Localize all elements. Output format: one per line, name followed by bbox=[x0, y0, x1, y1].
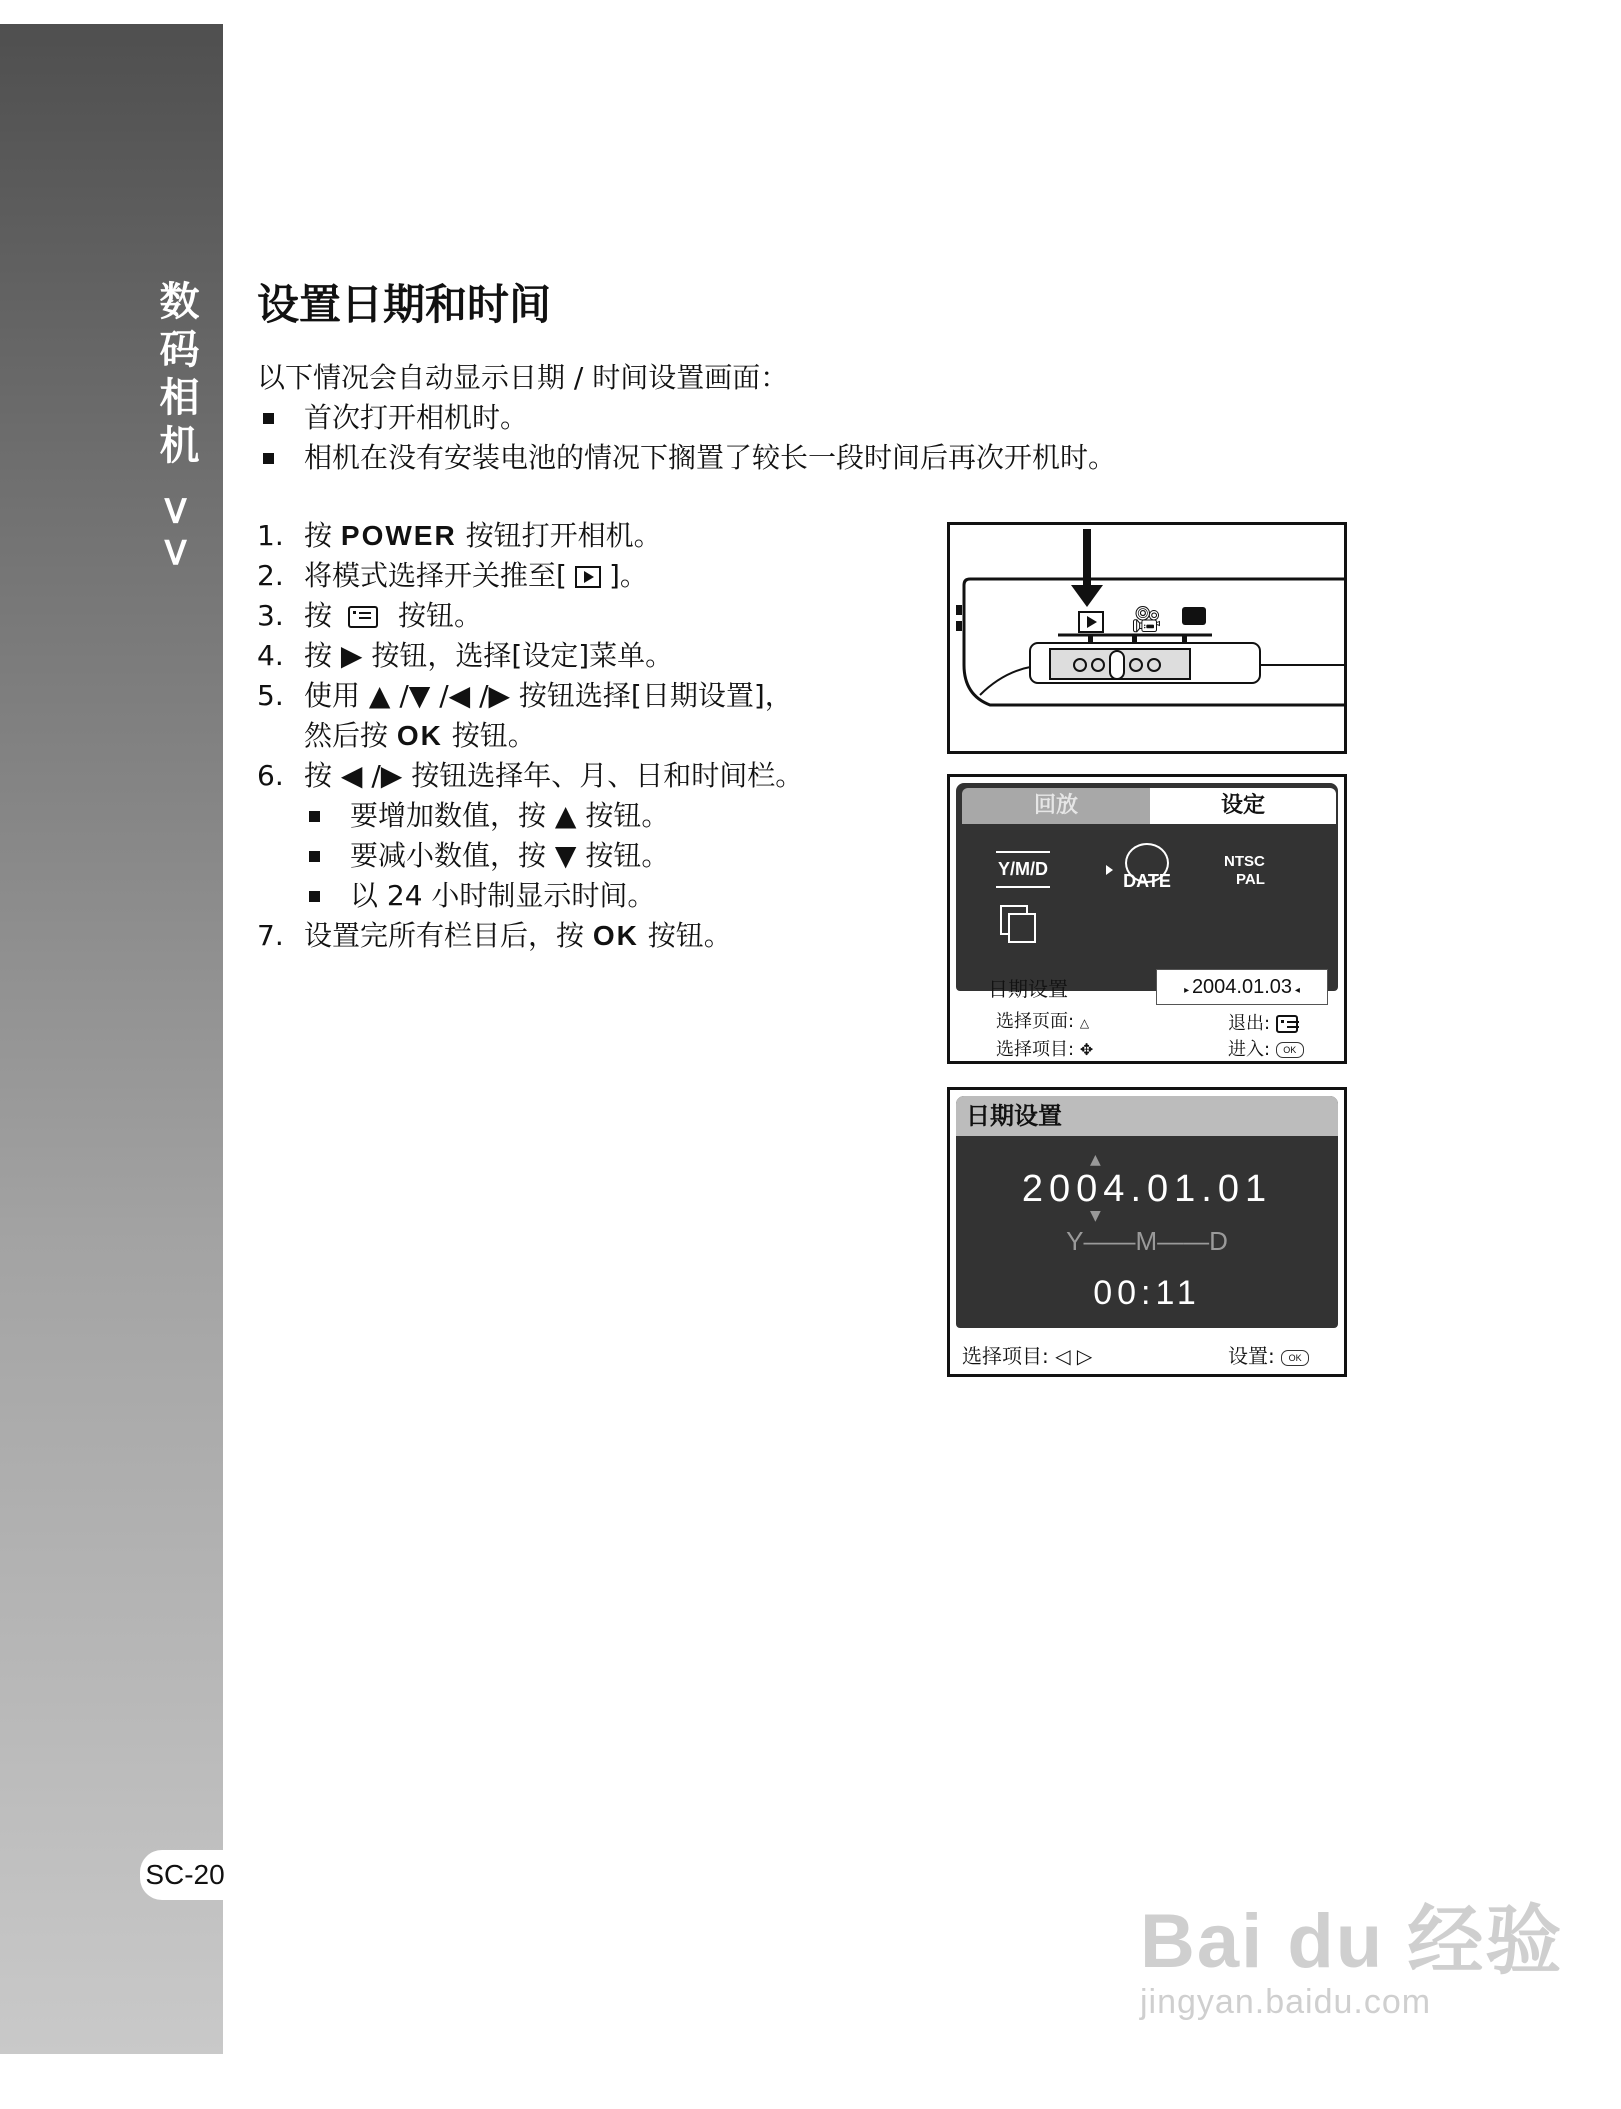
playback-mode-icon bbox=[1078, 611, 1104, 633]
date-clock-icon: DATE bbox=[1122, 843, 1172, 892]
bullet-square-icon bbox=[309, 811, 320, 822]
select-item-hint: 选择项目: ◁ ▷ bbox=[962, 1344, 1093, 1368]
step-6-subitem: 要增加数值，按 ▲ 按钮。 bbox=[304, 796, 897, 836]
video-out-icon: NTSC PAL bbox=[1224, 853, 1265, 888]
camera-body-drawing bbox=[950, 525, 1344, 751]
select-item-hint: 选择项目: ✥ bbox=[996, 1039, 1094, 1060]
step-6: 6. 按 ◀ /▶ 按钮选择年、月、日和时间栏。 要增加数值，按 ▲ 按钮。 要减小数值，按 ▼ 按钮。 以 24 小时制显示时间。 bbox=[257, 756, 897, 916]
date-screen-header: 日期设置 bbox=[956, 1096, 1338, 1136]
four-way-icon: ✥ bbox=[1079, 1040, 1094, 1059]
date-setting-label: 日期设置 bbox=[988, 977, 1068, 1001]
date-setting-screen bbox=[947, 1087, 1347, 1377]
step-list bbox=[257, 516, 897, 956]
up-triangle-icon: △ bbox=[1079, 1016, 1090, 1030]
setup-menu-screen bbox=[947, 774, 1347, 1064]
watermark-brand: Bai du 经验 bbox=[1140, 1899, 1564, 1984]
step-5: 5. 使用 ▲ /▼ /◀ /▶ 按钮选择[日期设置]， 然后按 OK 按钮。 bbox=[257, 679, 793, 752]
menu-button-icon bbox=[348, 606, 378, 628]
arrow-down-icon bbox=[1083, 529, 1091, 591]
copy-to-card-icon-back bbox=[1008, 913, 1036, 943]
intro-text: 以下情况会自动显示日期 / 时间设置画面： bbox=[257, 361, 789, 394]
ymd-labels: Y——M——D bbox=[1066, 1226, 1228, 1256]
down-arrow-icon: ▼ bbox=[1090, 1208, 1101, 1224]
menu-panel bbox=[956, 783, 1338, 991]
mode-switch-illustration bbox=[947, 522, 1347, 754]
time-value: 00:11 bbox=[1093, 1274, 1201, 1312]
condition-list bbox=[257, 398, 1116, 478]
date-value: 2004.01.01 bbox=[1021, 1168, 1273, 1210]
baidu-watermark bbox=[1140, 1880, 1563, 2022]
playback-mode-icon bbox=[575, 566, 601, 588]
menu-button-icon bbox=[1276, 1015, 1298, 1033]
step-3: 3. 按 按钮。 bbox=[257, 599, 483, 632]
tab-setup: 设定 bbox=[1150, 788, 1336, 824]
up-arrow-icon: ▲ bbox=[1090, 1152, 1101, 1168]
movie-mode-icon: 🎥︎ bbox=[1130, 605, 1164, 635]
bullet-square-icon bbox=[263, 413, 274, 424]
watermark-url: jingyan.baidu.com bbox=[1140, 1983, 1432, 2021]
date-panel bbox=[956, 1096, 1338, 1328]
step-6-subitem: 要减小数值，按 ▼ 按钮。 bbox=[304, 836, 897, 876]
step-2: 2. 将模式选择开关推至[ ]。 bbox=[257, 559, 648, 592]
camera-mode-icon bbox=[1182, 607, 1206, 625]
page-title: 设置日期和时间 bbox=[257, 280, 552, 329]
bullet-square-icon bbox=[309, 891, 320, 902]
date-format-icon: Y/M/D bbox=[996, 851, 1050, 888]
list-item: 首次打开相机时。 bbox=[257, 398, 1116, 438]
exit-hint: 退出: bbox=[1228, 1009, 1298, 1035]
arrow-head-icon bbox=[1071, 585, 1103, 607]
date-value-box: ▸ 2004.01.03 ◂ bbox=[1156, 969, 1328, 1005]
ok-button-icon: OK bbox=[1281, 1350, 1309, 1366]
ok-button-icon: OK bbox=[1276, 1042, 1304, 1058]
step-4: 4. 按 ▶ 按钮，选择[设定]菜单。 bbox=[257, 639, 674, 672]
bullet-square-icon bbox=[263, 453, 274, 464]
selection-arrow-icon bbox=[1106, 865, 1113, 875]
sidebar-section-title: 数码相机 >> bbox=[153, 280, 199, 577]
select-page-hint: 选择页面: △ bbox=[996, 1011, 1090, 1032]
step-1: 1. 按 POWER 按钮打开相机。 bbox=[257, 519, 662, 552]
page-number: SC-20 bbox=[140, 1850, 230, 1900]
step-6-subitem: 以 24 小时制显示时间。 bbox=[304, 876, 897, 916]
tab-playback: 回放 bbox=[962, 788, 1150, 824]
enter-hint: 进入: OK bbox=[1228, 1035, 1304, 1061]
step-7: 7. 设置完所有栏目后，按 OK 按钮。 bbox=[257, 919, 732, 952]
bullet-square-icon bbox=[309, 851, 320, 862]
set-hint: 设置: OK bbox=[1228, 1340, 1309, 1369]
list-item: 相机在没有安装电池的情况下搁置了较长一段时间后再次开机时。 bbox=[257, 438, 1116, 478]
